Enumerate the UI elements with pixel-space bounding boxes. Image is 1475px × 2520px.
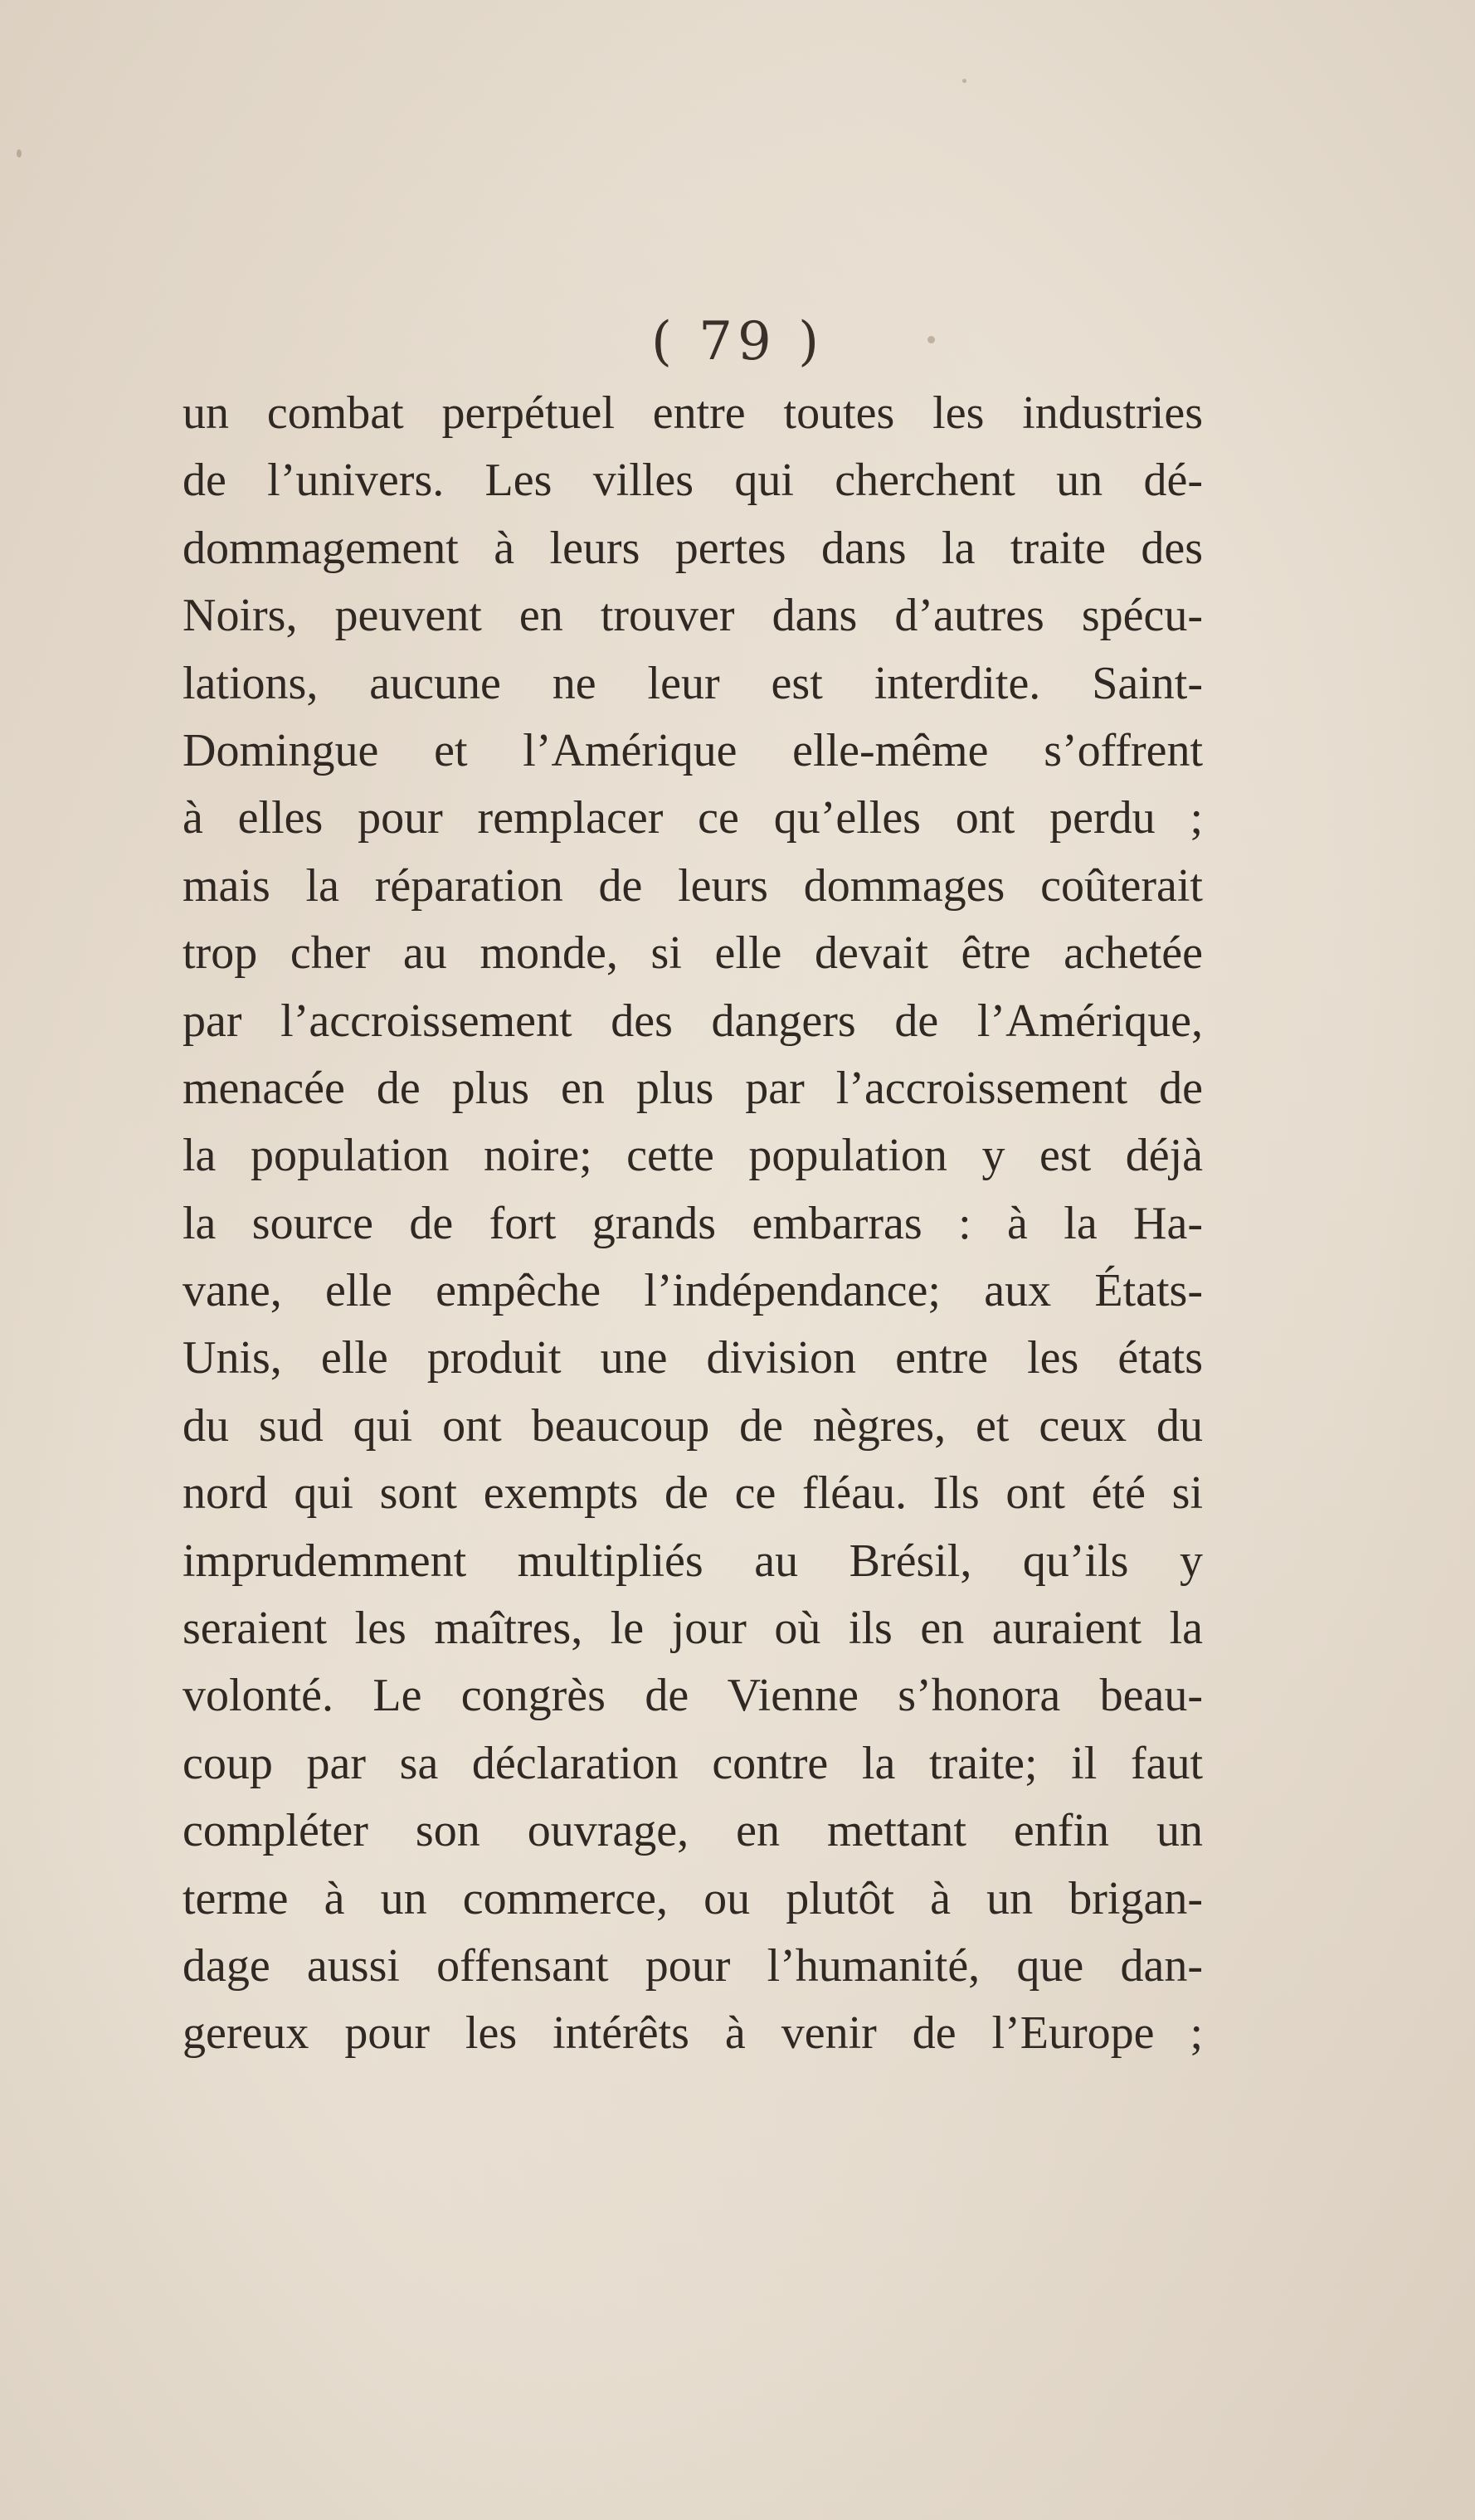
- paper-speck: [962, 79, 966, 83]
- text-line: mais la réparation de leurs dommages coûterait: [183, 859, 1203, 912]
- text-line: volonté. Le congrès de Vienne s’honora beau-: [183, 1670, 1203, 1722]
- text-line: vane, elle empêche l’indépendance; aux États-: [183, 1265, 1203, 1317]
- text-line: de l’univers. Les villes qui cherchent un dé-: [183, 455, 1203, 507]
- text-line: gereux pour les intérêts à venir de l’Europe ;: [183, 2007, 1203, 2060]
- text-line: Domingue et l’Amérique elle-même s’offrent: [183, 724, 1203, 776]
- text-line: un combat perpétuel entre toutes les industries: [183, 387, 1203, 439]
- text-line: lations, aucune ne leur est interdite. Saint-: [183, 657, 1203, 709]
- text-line: du sud qui ont beaucoup de nègres, et ceux du: [183, 1399, 1203, 1452]
- text-line: dommagement à leurs pertes dans la traite des: [183, 522, 1203, 574]
- text-line: la source de fort grands embarras : à la Ha-: [183, 1197, 1203, 1249]
- text-line: coup par sa déclaration contre la traite; il faut: [183, 1737, 1203, 1789]
- text-line: trop cher au monde, si elle devait être achetée: [183, 927, 1203, 980]
- text-line: la population noire; cette population y est déjà: [183, 1130, 1203, 1182]
- text-line: Noirs, peuvent en trouver dans d’autres spécu-: [183, 590, 1203, 642]
- text-line: dage aussi offensant pour l’humanité, que dan-: [183, 1939, 1203, 1992]
- text-line: menacée de plus en plus par l’accroissement de: [183, 1062, 1203, 1114]
- page-number: ( 79 ): [650, 311, 825, 372]
- paper-speck: [17, 149, 22, 158]
- text-line: nord qui sont exempts de ce fléau. Ils ont été si: [183, 1467, 1203, 1520]
- text-line: compléter son ouvrage, en mettant enfin un: [183, 1805, 1203, 1857]
- text-line: seraient les maîtres, le jour où ils en auraient la: [183, 1603, 1203, 1655]
- text-line: terme à un commerce, ou plutôt à un brigan-: [183, 1872, 1203, 1924]
- text-line: Unis, elle produit une division entre les états: [183, 1332, 1203, 1384]
- text-line: à elles pour remplacer ce qu’elles ont perdu ;: [183, 792, 1203, 844]
- text-line: par l’accroissement des dangers de l’Amérique,: [183, 995, 1203, 1047]
- text-line: imprudemment multipliés au Brésil, qu’ils y: [183, 1535, 1203, 1587]
- body-text: [183, 380, 1203, 2068]
